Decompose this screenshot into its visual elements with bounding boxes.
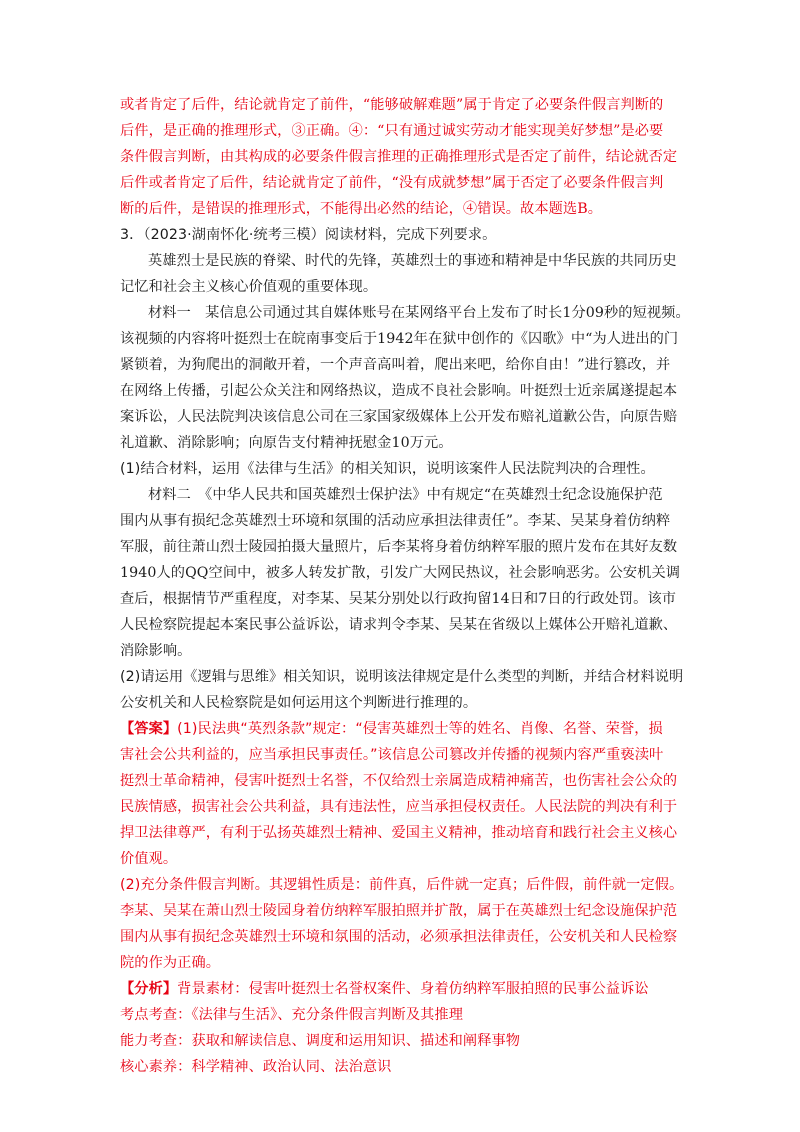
text-line: 李某、吴某在萧山烈士陵园身着仿纳粹军服拍照并扩散，属于在英雄烈士纪念设施保护范 xyxy=(120,903,678,919)
section-tag: 【分析】 xyxy=(120,981,178,997)
question-3 xyxy=(120,222,692,1080)
text-line: 断的后件，是错误的推理形式，不能得出必然的结论，④错误。故本题选B。 xyxy=(120,201,603,217)
text-line: 人民检察院提起本案民事公益诉讼，请求判令李某、吴某在省级以上媒体公开赔礼道歉、 xyxy=(120,617,678,633)
text-line: 围内从事有损纪念英雄烈士环境和氛围的活动，必须承担法律责任，公安机关和人民检察 xyxy=(120,929,678,945)
text-line: 案诉讼，人民法院判决该信息公司在三家国家级媒体上公开发布赔礼道歉公告，向原告赔 xyxy=(120,409,678,425)
text-line: 挺烈士革命精神，侵害叶挺烈士名誉，不仅给烈士亲属造成精神痛苦，也伤害社会公众的 xyxy=(120,773,678,789)
text-line: 英雄烈士是民族的脊梁、时代的先锋，英雄烈士的事迹和精神是中华民族的共同历史 xyxy=(148,253,677,269)
text-line: 后件，是正确的推理形式，③正确。④：“只有通过诚实劳动才能实现美好梦想”是必要 xyxy=(120,123,664,139)
sub-question-2: (2)请运用《逻辑与思维》相关知识，说明该法律规定是什么类型的判断，并结合材料说明 xyxy=(120,669,684,685)
section-tag: 【答案】 xyxy=(120,721,178,737)
text-line: 院的作为正确。 xyxy=(120,955,221,971)
text-line: 查后，根据情节严重程度，对李某、吴某分别处以行政拘留14日和7日的行政处罚。该市 xyxy=(120,591,677,607)
text-line: 紧锁着，为狗爬出的洞敞开着，一个声音高叫着，爬出来吧，给你自由！”进行篡改，并 xyxy=(120,357,671,373)
answer-continuation xyxy=(120,92,692,222)
text-line: 考点考查：《法律与生活》、充分条件假言判断及其推理 xyxy=(120,1007,463,1023)
answer-section: 【答案】(1)民法典“英烈条款”规定：“侵害英雄烈士等的姓名、肖像、名誉、荣誉，损 xyxy=(120,721,663,737)
text-line: 核心素养：科学精神、政治认同、法治意识 xyxy=(120,1059,392,1075)
question-header: 3．（2023·湖南怀化·统考三模）阅读材料，完成下列要求。 xyxy=(120,227,497,243)
material-one: 材料一 某信息公司通过其自媒体账号在某网络平台上发布了时长1分09秒的短视频。 xyxy=(148,305,690,321)
text-line: 害社会公共利益的，应当承担民事责任。”该信息公司篡改并传播的视频内容严重亵渎叶 xyxy=(120,747,664,763)
sub-question-1: (1)结合材料，运用《法律与生活》的相关知识，说明该案件人民法院判决的合理性。 xyxy=(120,461,655,477)
text-line: 1940人的QQ空间中，被多人转发扩散，引发广大网民热议，社会影响恶劣。公安机关调 xyxy=(120,565,681,581)
text-line: 能力考查：获取和解读信息、调度和运用知识、描述和阐释事物 xyxy=(120,1033,521,1049)
analysis-section: 【分析】背景素材：侵害叶挺烈士名誉权案件、身着仿纳粹军服拍照的民事公益诉讼 xyxy=(120,981,649,997)
text-line: 在网络上传播，引起公众关注和网络热议，造成不良社会影响。叶挺烈士近亲属遂提起本 xyxy=(120,383,678,399)
text-line: 或者肯定了后件，结论就肯定了前件，“能够破解难题”属于肯定了必要条件假言判断的 xyxy=(120,97,664,113)
text-line: 礼道歉、消除影响；向原告支付精神抚慰金10万元。 xyxy=(120,435,453,451)
text-line: 围内从事有损纪念英雄烈士环境和氛围的活动应承担法律责任”。李某、吴某身着仿纳粹 xyxy=(120,513,671,529)
text-line: 该视频的内容将叶挺烈士在皖南事变后于1942年在狱中创作的《囚歌》中“为人进出的门 xyxy=(120,331,679,347)
text-line: 消除影响。 xyxy=(120,643,192,659)
text-line: 捍卫法律尊严，有利于弘扬英雄烈士精神、爱国主义精神，推动培育和践行社会主义核心 xyxy=(120,825,678,841)
text-line: 条件假言判断，由其构成的必要条件假言推理的正确推理形式是否定了前件，结论就否定 xyxy=(120,149,678,165)
text-line: 记忆和社会主义核心价值观的重要体现。 xyxy=(120,279,378,295)
text-line: 后件或者肯定了后件，结论就肯定了前件，“没有成就梦想”属于否定了必要条件假言判 xyxy=(120,175,664,191)
text-line: 公安机关和人民检察院是如何运用这个判断进行推理的。 xyxy=(120,695,478,711)
text-line: 民族情感，损害社会公共利益，具有违法性，应当承担侵权责任。人民法院的判决有利于 xyxy=(120,799,678,815)
text-line: (2)充分条件假言判断。其逻辑性质是：前件真，后件就一定真；后件假，前件就一定假。 xyxy=(120,877,684,893)
text-line: 价值观。 xyxy=(120,851,178,867)
material-two: 材料二 《中华人民共和国英雄烈士保护法》中有规定“在英雄烈士纪念设施保护范 xyxy=(148,487,663,503)
text-line: 军服，前往萧山烈士陵园拍摄大量照片，后李某将身着仿纳粹军服的照片发布在其好友数 xyxy=(120,539,678,555)
